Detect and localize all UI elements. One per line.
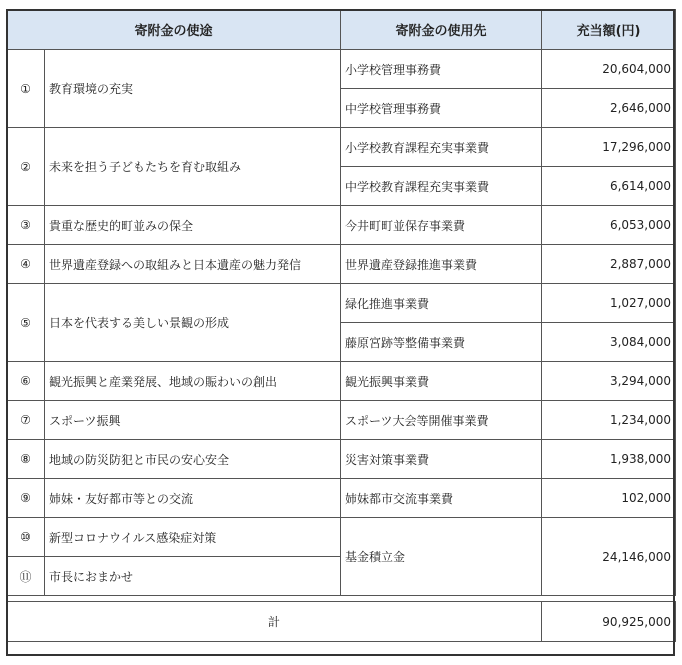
amount-cell: 24,146,000 [542, 518, 676, 596]
row-number: ⑨ [7, 479, 45, 518]
amount-cell: 17,296,000 [542, 128, 676, 167]
table-body [7, 50, 676, 642]
use-cell: 今井町町並保存事業費 [341, 206, 542, 245]
amount-cell: 1,938,000 [542, 440, 676, 479]
table-row [7, 284, 676, 323]
purpose-cell: 貴重な歴史的町並みの保全 [45, 206, 341, 245]
use-cell: 姉妹都市交流事業費 [341, 479, 542, 518]
row-number: ⑩ [7, 518, 45, 557]
row-number: ⑦ [7, 401, 45, 440]
table-row [7, 479, 676, 518]
use-cell: スポーツ大会等開催事業費 [341, 401, 542, 440]
amount-cell: 1,027,000 [542, 284, 676, 323]
row-number: ⑤ [7, 284, 45, 362]
use-cell: 観光振興事業費 [341, 362, 542, 401]
amount-cell: 3,084,000 [542, 323, 676, 362]
header-amount: 充当額(円) [542, 10, 676, 50]
header-row [7, 10, 676, 50]
use-cell: 基金積立金 [341, 518, 542, 596]
amount-cell: 6,614,000 [542, 167, 676, 206]
purpose-cell: 日本を代表する美しい景観の形成 [45, 284, 341, 362]
amount-cell: 3,294,000 [542, 362, 676, 401]
amount-cell: 1,234,000 [542, 401, 676, 440]
table-row [7, 362, 676, 401]
table-row [7, 206, 676, 245]
purpose-cell: 姉妹・友好都市等との交流 [45, 479, 341, 518]
purpose-cell: 未来を担う子どもたちを育む取組み [45, 128, 341, 206]
total-label: 計 [7, 602, 542, 642]
purpose-cell: 市長におまかせ [45, 557, 341, 596]
donation-usage-table [6, 9, 676, 642]
total-amount: 90,925,000 [542, 602, 676, 642]
amount-cell: 2,646,000 [542, 89, 676, 128]
amount-cell: 102,000 [542, 479, 676, 518]
use-cell: 小学校管理事務費 [341, 50, 542, 89]
table-row [7, 50, 676, 89]
row-number: ⑪ [7, 557, 45, 596]
use-cell: 世界遺産登録推進事業費 [341, 245, 542, 284]
table-row [7, 128, 676, 167]
table-row [7, 401, 676, 440]
row-number: ⑧ [7, 440, 45, 479]
purpose-cell: 観光振興と産業発展、地域の賑わいの創出 [45, 362, 341, 401]
total-row [7, 602, 676, 642]
row-number: ② [7, 128, 45, 206]
amount-cell: 20,604,000 [542, 50, 676, 89]
purpose-cell: 新型コロナウイルス感染症対策 [45, 518, 341, 557]
table-row [7, 440, 676, 479]
purpose-cell: 地域の防災防犯と市民の安心安全 [45, 440, 341, 479]
use-cell: 中学校教育課程充実事業費 [341, 167, 542, 206]
table-row [7, 245, 676, 284]
amount-cell: 6,053,000 [542, 206, 676, 245]
use-cell: 中学校管理事務費 [341, 89, 542, 128]
table-row [7, 518, 676, 557]
purpose-cell: 世界遺産登録への取組みと日本遺産の魅力発信 [45, 245, 341, 284]
use-cell: 緑化推進事業費 [341, 284, 542, 323]
row-number: ③ [7, 206, 45, 245]
use-cell: 藤原宮跡等整備事業費 [341, 323, 542, 362]
use-cell: 小学校教育課程充実事業費 [341, 128, 542, 167]
row-number: ① [7, 50, 45, 128]
use-cell: 災害対策事業費 [341, 440, 542, 479]
row-number: ⑥ [7, 362, 45, 401]
amount-cell: 2,887,000 [542, 245, 676, 284]
header-purpose: 寄附金の使途 [7, 10, 341, 50]
purpose-cell: スポーツ振興 [45, 401, 341, 440]
row-number: ④ [7, 245, 45, 284]
purpose-cell: 教育環境の充実 [45, 50, 341, 128]
header-use: 寄附金の使用先 [341, 10, 542, 50]
